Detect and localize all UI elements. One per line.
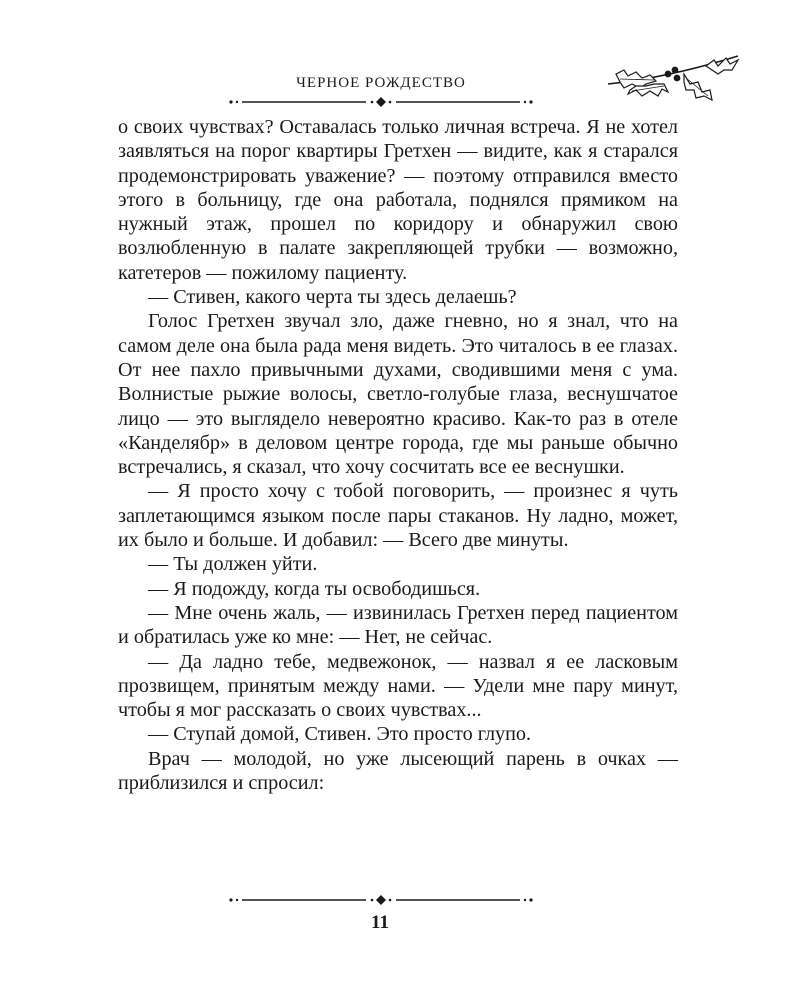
- paragraph: — Ты должен уйти.: [148, 553, 318, 576]
- footer-rule-ornament: [228, 893, 534, 907]
- paragraph: — Ступай домой, Стивен. Это просто глупо.: [148, 723, 532, 746]
- body-text: [118, 115, 678, 795]
- paragraph: — Мне очень жаль, — извинилась Гретхен перед пациентом и обратилась уже ко мне: — Нет, не сейчас.: [118, 601, 678, 649]
- paragraph: — Стивен, какого черта ты здесь делаешь?: [148, 286, 517, 309]
- paragraph: — Да ладно тебе, медвежонок, — назвал я ее ласковым прозвищем, принятым между нами. — Удели мне пару минут, чтобы я мог рассказать о своих чувствах...: [118, 650, 678, 722]
- running-head: ЧЕРНОЕ РОЖДЕСТВО: [296, 75, 466, 91]
- holly-branch-icon: [606, 50, 742, 106]
- page-number: 11: [371, 912, 389, 933]
- header-rule-ornament: [228, 95, 534, 109]
- paragraph: — Я просто хочу с тобой поговорить, — произнес я чуть заплетающимся языком после пары стаканов. Ну ладно, может, их было и больше. И добавил: — Всего две минуты.: [118, 480, 678, 552]
- paragraph: Врач — молодой, но уже лысеющий парень в очках — приблизился и спросил:: [118, 747, 678, 795]
- paragraph: о своих чувствах? Оставалась только личная встреча. Я не хотел заявляться на порог квартиры Гретхен — видите, как я старался продемонстрировать уважение? — поэтому отправился вместо этого в больницу, где она работала, поднялся прямиком на нужный этаж, прошел по коридору и обнаружил свою возлюбленную в палате закрепляющей трубки — возможно, катетеров — пожилому пациенту.: [118, 116, 678, 284]
- paragraph: Голос Гретхен звучал зло, даже гневно, но я знал, что на самом деле она была рада меня видеть. Это читалось в ее глазах. От нее пахло привычными духами, сводившими меня с ума. Волнистые рыжие волосы, светло-голубые глаза, веснушчатое лицо — это выглядело невероятно красиво. Как-то раз в отеле «Канделябр» в деловом центре города, где мы раньше обычно встречались, я сказал, что хочу сосчитать все ее веснушки.: [118, 310, 678, 479]
- paragraph: — Я подожду, когда ты освободишься.: [148, 577, 481, 600]
